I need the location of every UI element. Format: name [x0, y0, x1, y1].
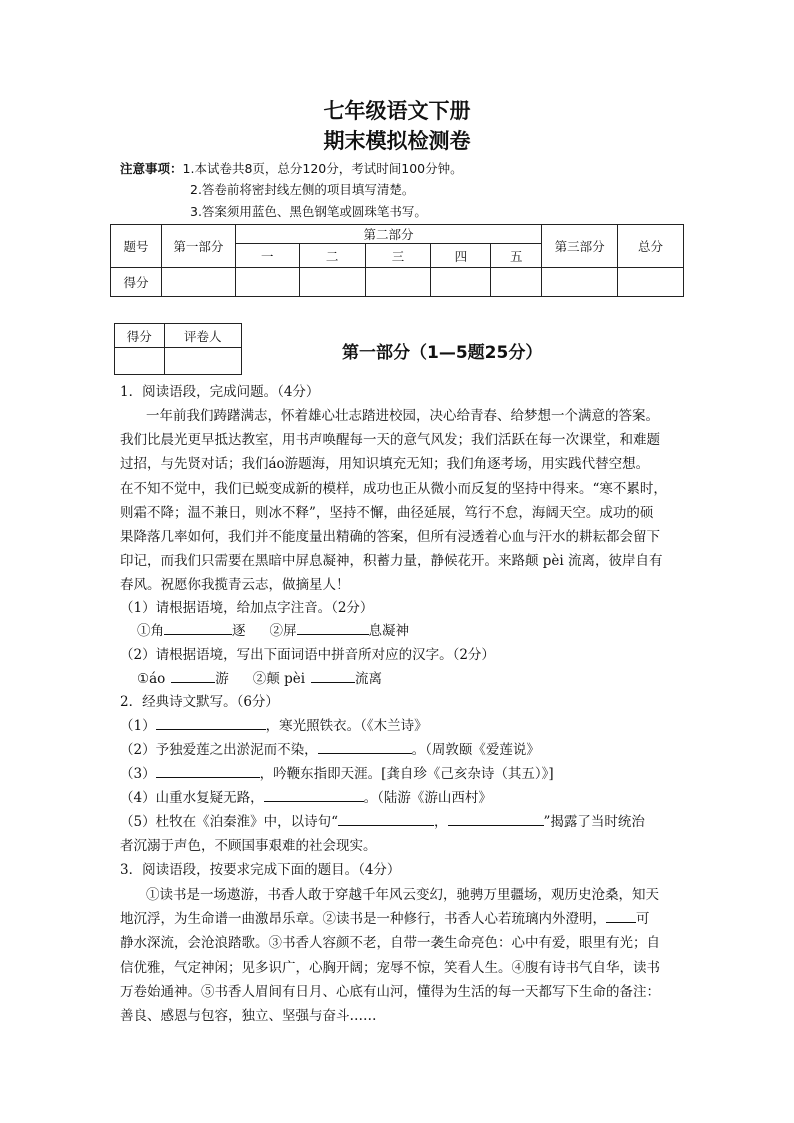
score-cell-sub3[interactable] [365, 268, 431, 297]
q1-sub1-b-after: 息凝神 [368, 623, 409, 639]
q3-line-2-tail: 可 [636, 911, 650, 928]
grader-label: 评卷人 [164, 324, 241, 348]
notes-item-2: 2.答卷前将密封线左侧的项目填写清楚。 [190, 182, 415, 197]
q3-line-3: 静水深流，会沧浪踏歌。③书香人容颜不老，自带一袭生命亮色：心中有爱，眼里有光；自 [120, 935, 660, 952]
q1-line-3: 过招，与先贤对话；我们áo游题海，用知识填充无知；我们角逐考场，用实践代替空想。 [120, 456, 650, 473]
q2-item-5-mid: ， [434, 814, 448, 830]
q1-line-2: 我们比晨光更早抵达教室，用书声唤醒每一天的意气风发；我们活跃在每一次课堂，和难题 [120, 432, 660, 449]
score-cell-sub4[interactable] [431, 268, 491, 297]
grader-score-cell[interactable] [115, 348, 165, 375]
q1-sub2-a-after: 游 [215, 671, 229, 687]
q2-item-1-pre: （1） [120, 718, 156, 734]
q3-stem: 3．阅读语段，按要求完成下面的题目。（4分） [120, 862, 401, 878]
notes-label: 注意事项： [120, 161, 183, 176]
q2-item-2 [120, 739, 540, 762]
q2-item-2-post: 。（周敦颐《爱莲说》 [411, 742, 540, 758]
q1-line-4: 在不知不觉中，我们已蜕变成新的模样，成功也正从微小而反复的坚持中得来。“寒不累时， [120, 480, 667, 497]
header-total: 总分 [618, 225, 684, 268]
score-cell-part1[interactable] [161, 268, 235, 297]
q1-line-6: 果降落几率如何，我们并不能度量出精确的答案，但所有浸透着心血与汗水的耕耘都会留下 [120, 529, 660, 546]
part1-title: 第一部分（1—5题25分） [342, 343, 543, 363]
q1-sub1-a-label: ①角 [137, 623, 164, 639]
q2-item-5-pre: （5）杜牧在《泊秦淮》中，以诗句“ [120, 814, 338, 830]
q1-sub2-answers [137, 668, 382, 691]
q3-line-4: 信优雅，气定神闲；见多识广，心胸开阔；宠辱不惊，笑看人生。④腹有诗书气自华，读书 [120, 959, 660, 976]
q1-line-8: 春风。祝愿你我揽青云志，做摘星人！ [120, 577, 350, 594]
q2-item-3-post: ，吟鞭东指即天涯。[龚自珍《己亥杂诗（其五）》] [259, 766, 554, 782]
header-part1: 第一部分 [161, 225, 235, 268]
q1-line-1: 一年前我们踌躇满志，怀着雄心壮志踏进校园，决心给青春、给梦想一个满意的答案。 [146, 408, 659, 424]
score-cell-part3[interactable] [542, 268, 618, 297]
q1-sub2-b-label: ②颠 pèi [252, 671, 306, 687]
header-sub-5: 五 [491, 244, 542, 268]
q2-item-5 [120, 811, 645, 834]
notes-line1 [120, 159, 463, 179]
grader-table [114, 323, 242, 375]
row-score-label: 得分 [111, 268, 162, 297]
q2-item-1 [120, 715, 428, 738]
q2-item-2-pre: （2）予独爱莲之出淤泥而不染， [120, 742, 318, 758]
header-sub-3: 三 [365, 244, 431, 268]
score-cell-total[interactable] [618, 268, 684, 297]
q1-line-7: 印记，而我们只需要在黑暗中屏息凝神，积蓄力量，静候花开。来路颠 pèi 流离，彼岸自有 [120, 553, 663, 570]
q3-line-2 [120, 907, 680, 931]
exam-title-line1: 七年级语文下册 [323, 98, 471, 123]
q1-line-5: 则霜不降；温不兼日，则冰不释”，坚持不懈，曲径延展，笃行不怠，海阔天空。成功的硕 [120, 504, 654, 521]
q3-line-6: 善良、感恩与包容，独立、坚强与奋斗…… [120, 1008, 377, 1025]
q3-passage [120, 883, 680, 1028]
header-sub-4: 四 [431, 244, 491, 268]
q3-line-2-text: 地沉浮，为生命谱一曲激昂乐章。②读书是一种修行，书香人心若琉璃内外澄明， [120, 911, 606, 928]
q2-item-4-pre: （4）山重水复疑无路， [120, 790, 264, 806]
q2-item-5-blank-b[interactable] [448, 811, 544, 826]
header-tihao: 题号 [111, 225, 162, 268]
q1-sub1-a-after: 逐 [232, 623, 246, 639]
q3-line-2-blank[interactable] [606, 908, 636, 923]
q1-sub2-a-label: ①áo [137, 671, 166, 687]
q1-passage [120, 404, 680, 598]
header-sub-2: 二 [299, 244, 365, 268]
exam-title-line2: 期末模拟检测卷 [323, 128, 471, 153]
header-sub-1: 一 [235, 244, 299, 268]
score-cell-sub1[interactable] [235, 268, 299, 297]
notes-item-3: 3.答案须用蓝色、黑色钢笔或圆珠笔书写。 [190, 204, 427, 219]
grader-name-cell[interactable] [164, 348, 241, 375]
q1-sub2-a-blank[interactable] [171, 668, 215, 683]
q1-sub1-answers [137, 620, 409, 643]
q2-item-1-blank[interactable] [156, 715, 266, 730]
q2-item-3 [120, 763, 554, 786]
q1-sub2-stem: （2）请根据语境，写出下面词语中拼音所对应的汉字。（2分） [120, 647, 495, 663]
q3-line-1: ①读书是一场遨游，书香人敢于穿越千年风云变幻，驰骋万里疆场，观历史沧桑，知天 [146, 887, 659, 903]
q1-sub2-b-after: 流离 [355, 671, 383, 687]
q1-sub1-b-label: ②屏 [269, 623, 297, 639]
q2-item-1-post: ，寒光照铁衣。（《木兰诗》 [265, 718, 428, 734]
score-cell-sub2[interactable] [299, 268, 365, 297]
grader-score-label: 得分 [115, 324, 165, 348]
q2-item-4 [120, 787, 492, 810]
q1-sub1-stem: （1）请根据语境，给加点字注音。（2分） [120, 600, 374, 616]
score-cell-sub5[interactable] [491, 268, 542, 297]
q2-item-5-cont: 者沉溺于声色，不顾国事艰难的社会现实。 [120, 838, 377, 854]
q2-item-2-blank[interactable] [318, 739, 412, 754]
header-part3: 第三部分 [542, 225, 618, 268]
q2-item-4-blank[interactable] [264, 787, 364, 802]
notes-item-1: 1.本试卷共8页，总分120分，考试时间100分钟。 [182, 161, 463, 176]
score-table [110, 224, 684, 297]
q1-sub1-a-blank[interactable] [164, 620, 232, 635]
q2-item-3-pre: （3） [120, 766, 156, 782]
q2-item-5-blank-a[interactable] [338, 811, 434, 826]
q2-item-5-post: ”揭露了当时统治 [543, 814, 645, 830]
q1-sub1-b-blank[interactable] [297, 620, 369, 635]
q2-item-4-post: 。（陆游《游山西村》 [363, 790, 492, 806]
q2-item-3-blank[interactable] [156, 763, 260, 778]
q1-stem: 1．阅读语段，完成问题。（4分） [120, 384, 320, 400]
q3-line-5: 万卷始通神。⑤书香人眉间有日月、心底有山河，懂得为生活的每一天都写下生命的备注： [120, 983, 660, 1000]
q2-stem: 2．经典诗文默写。（6分） [120, 694, 279, 710]
q1-sub2-b-blank[interactable] [311, 668, 355, 683]
header-part2: 第二部分 [235, 225, 541, 244]
